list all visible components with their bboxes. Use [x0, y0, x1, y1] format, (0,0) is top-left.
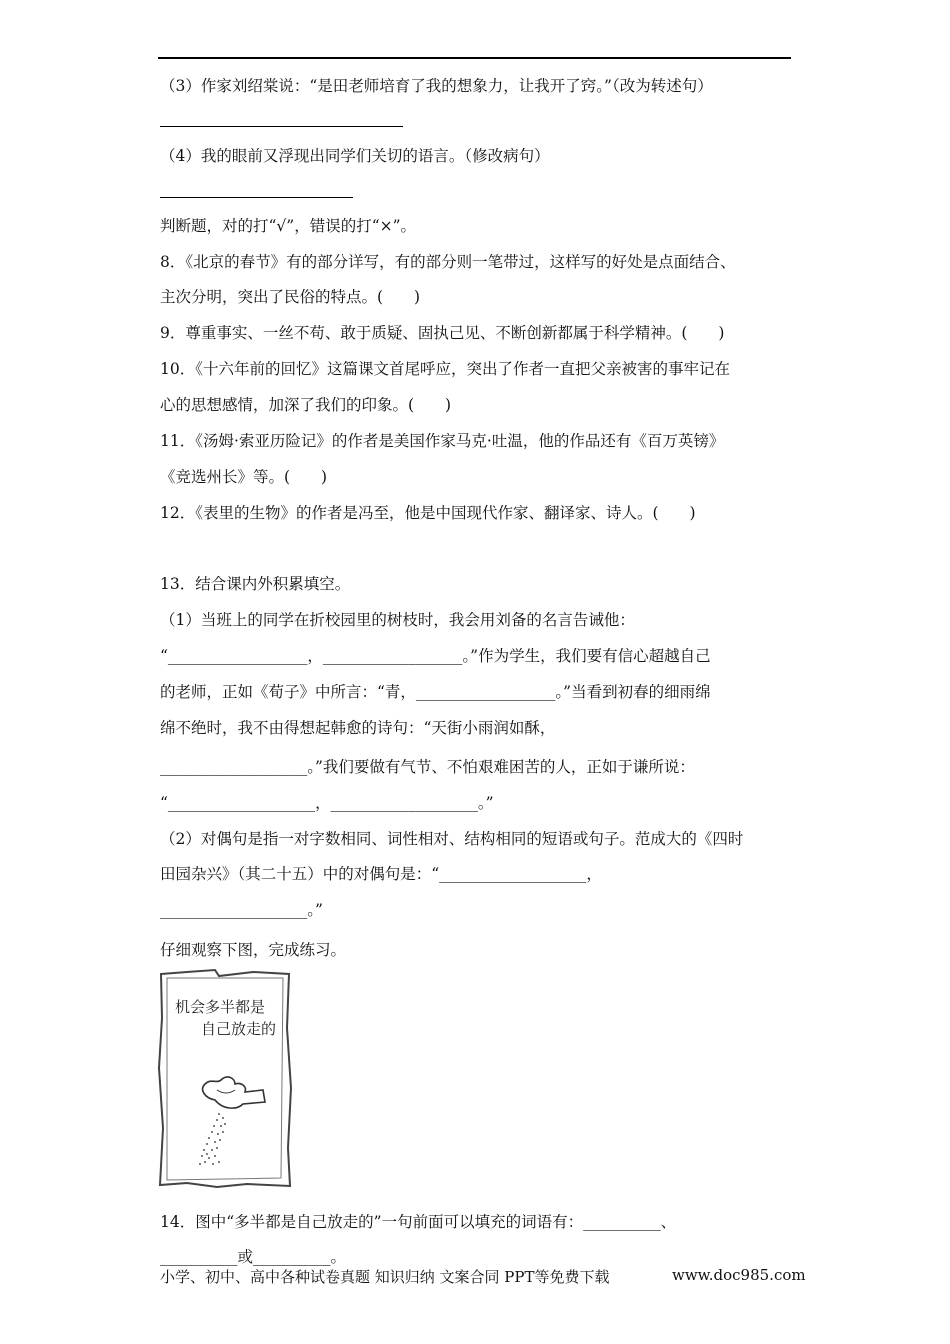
q13-p1-line3: 的老师，正如《荀子》中所言：“青，__________________。”当看到初春的细雨绵: [160, 683, 711, 701]
q13-p1-line6: “___________________，___________________。”: [160, 794, 494, 812]
answer-line-item4[interactable]: [160, 197, 353, 198]
caption-line1: 机会多半都是: [175, 998, 266, 1016]
q13-p2-line1: （2）对偶句是指一对字数相同、词性相对、结构相同的短语或句子。范成大的《四时: [160, 830, 744, 848]
q10-line1: 10．《十六年前的回忆》这篇课文首尾呼应，突出了作者一直把父亲被害的事牢记在: [160, 360, 730, 378]
q13-p2-line2: 田园杂兴》（其二十五）中的对偶句是：“___________________，: [160, 865, 602, 883]
header-rule: [158, 57, 791, 59]
q13-p1-line1: （1）当班上的同学在折校园里的树枝时，我会用刘备的名言告诫他：: [160, 611, 635, 629]
footer-site-link[interactable]: www.doc985.com: [672, 1266, 806, 1284]
q8-line1: 8．《北京的春节》有的部分详写，有的部分则一笔带过，这样写的好处是点面结合、: [160, 253, 736, 271]
caption-line2: 自己放走的: [201, 1020, 277, 1038]
q13-p1-line5: ___________________。”我们要做有气节、不怕艰难困苦的人，正如于谦所说：: [160, 758, 695, 776]
cartoon-illustration: [157, 968, 293, 1190]
page-footer: [160, 1266, 806, 1287]
q13-p1-line2: “__________________，__________________。”作为学生，我们要有信心超越自己: [160, 647, 711, 665]
q14-line1: 14．图中“多半都是自己放走的”一句前面可以填充的词语有：__________、: [160, 1213, 677, 1231]
q13-p2-line3: ___________________。”: [160, 901, 323, 919]
q8-line2: 主次分明，突出了民俗的特点。( ): [160, 288, 421, 306]
q12: 12．《表里的生物》的作者是冯至，他是中国现代作家、翻译家、诗人。( ): [160, 504, 696, 522]
q13-p1-line4: 绵不绝时，我不由得想起韩愈的诗句：“天街小雨润如酥，: [160, 719, 556, 737]
q11-line2: 《竞选州长》等。( ): [160, 468, 328, 486]
answer-line-item3[interactable]: [160, 126, 403, 127]
q13-title: 13．结合课内外积累填空。: [160, 575, 351, 593]
q7-item4: （4）我的眼前又浮现出同学们关切的语言。（修改病句）: [160, 147, 550, 165]
q11-line1: 11．《汤姆·索亚历险记》的作者是美国作家马克·吐温，他的作品还有《百万英镑》: [160, 432, 725, 450]
judge-intro: 判断题，对的打“√”，错误的打“×”。: [160, 217, 417, 235]
footer-text: 小学、初中、高中各种试卷真题 知识归纳 文案合同 PPT等免费下载: [160, 1268, 610, 1286]
picture-intro: 仔细观察下图，完成练习。: [160, 941, 347, 959]
q10-line2: 心的思想感情，加深了我们的印象。( ): [160, 396, 452, 414]
q9: 9．尊重事实、一丝不苟、敢于质疑、固执己见、不断创新都属于科学精神。( ): [160, 324, 725, 342]
q7-item3: （3）作家刘绍棠说：“是田老师培育了我的想象力，让我开了窍。”（改为转述句）: [160, 77, 713, 95]
cartoon-svg: [157, 968, 293, 1190]
q14-line2: __________或__________。: [160, 1248, 347, 1266]
